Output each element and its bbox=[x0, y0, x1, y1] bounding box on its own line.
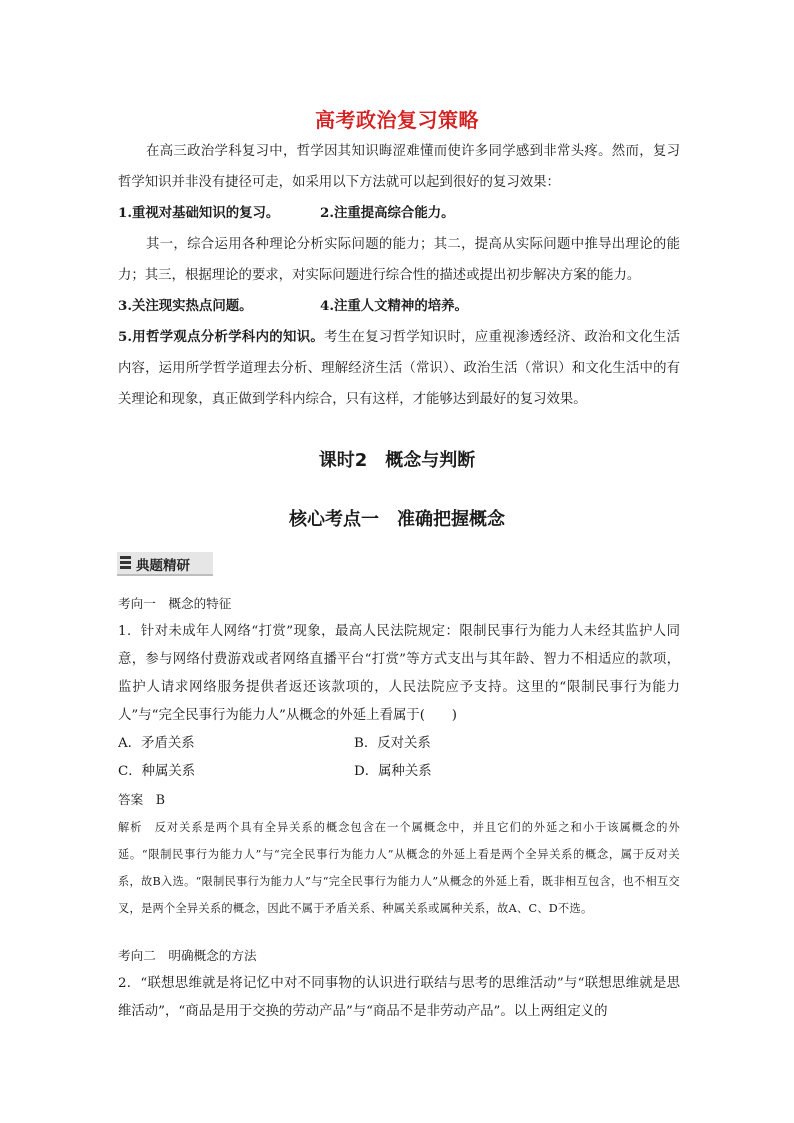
intro-block bbox=[118, 136, 680, 415]
q1-answer: 答案 B bbox=[118, 792, 166, 807]
tip-2: 2.注重提高综合能力。 bbox=[320, 205, 455, 221]
tip-2-detail: 其一，综合运用各种理论分析实际问题的能力；其二，提高从实际问题中推导出理论的能力；其三，根据理论的要求，对实际问题进行综合性的描述或提出初步解决方案的能力。 bbox=[118, 237, 680, 283]
tip-3: 3.关注现实热点问题。 bbox=[118, 298, 253, 314]
q1-topic: 考向一 概念的特征 bbox=[118, 596, 232, 611]
tips-row-2 bbox=[118, 291, 680, 322]
q1-option-b: B．反对关系 bbox=[354, 736, 431, 751]
section-tag-label: 典题精研 bbox=[136, 558, 190, 574]
tips-row-1 bbox=[118, 198, 680, 229]
question-2 bbox=[118, 942, 680, 1026]
q1-stem: 1．针对未成年人网络“打赏”现象，最高人民法院规定：限制民事行为能力人未经其监护人同意，参与网络付费游戏或者网络直播平台“打赏”等方式支出与其年龄、智力不相适应的款项，监护人请求网络服务提供者返还该款项的，人民法院应予支持。这里的“限制民事行为能力人”与“完全民事行为能力人”从概念的外延上看属于( ) bbox=[118, 624, 680, 723]
tip-5 bbox=[118, 322, 680, 415]
tip-5-label: 5.用哲学观点分析学科内的知识。 bbox=[118, 329, 325, 345]
intro-paragraph: 在高三政治学科复习中，哲学因其知识晦涩难懂而使许多同学感到非常头疼。然而，复习哲学知识并非没有捷径可走，如采用以下方法就可以起到很好的复习效果： bbox=[118, 144, 680, 190]
lesson-subheading: 核心考点一 准确把握概念 bbox=[289, 509, 505, 530]
lesson-heading: 课时2 概念与判断 bbox=[318, 450, 476, 471]
question-1 bbox=[118, 590, 680, 922]
q1-option-a: A．矛盾关系 bbox=[118, 736, 195, 751]
q2-stem: 2．“联想思维就是将记忆中对不同事物的认识进行联结与思考的思维活动”与“联想思维就是思维活动”，“商品是用于交换的劳动产品”与“商品不是非劳动产品”。以上两组定义的 bbox=[118, 976, 680, 1019]
tip-1: 1.重视对基础知识的复习。 bbox=[118, 205, 280, 221]
q1-option-c: C．种属关系 bbox=[118, 764, 196, 779]
q2-topic: 考向二 明确概念的方法 bbox=[118, 948, 257, 963]
page-title: 高考政治复习策略 bbox=[315, 108, 479, 132]
tip-5-text: 考生在复习哲学知识时，应重视渗透经济、政治和文化生活内容，运用所学哲学道理去分析、理解经济生活（常识）、政治生活（常识）和文化生活中的有关理论和现象，真正做到学科内综合，只有这样，才能够达到最好的复习效果。 bbox=[118, 330, 680, 407]
tip-4: 4.注重人文精神的培养。 bbox=[320, 298, 468, 314]
q1-option-d: D．属种关系 bbox=[354, 764, 432, 779]
section-tag bbox=[117, 552, 213, 576]
q1-options bbox=[118, 730, 680, 786]
section-tag-icon bbox=[120, 556, 131, 569]
q1-explanation: 解析 反对关系是两个具有全异关系的概念包含在一个属概念中，并且它们的外延之和小于该属概念的外延。“限制民事行为能力人”与“完全民事行为能力人”从概念的外延上看是两个全异关系的概念，属于反对关系，故B入选。“限制民事行为能力人”与“完全民事行为能力人”从概念的外延上看，既非相互包含，也不相互交叉，是两个全异关系的概念，因此不属于矛盾关系、种属关系或属种关系，故A、C、D不选。 bbox=[118, 821, 680, 915]
